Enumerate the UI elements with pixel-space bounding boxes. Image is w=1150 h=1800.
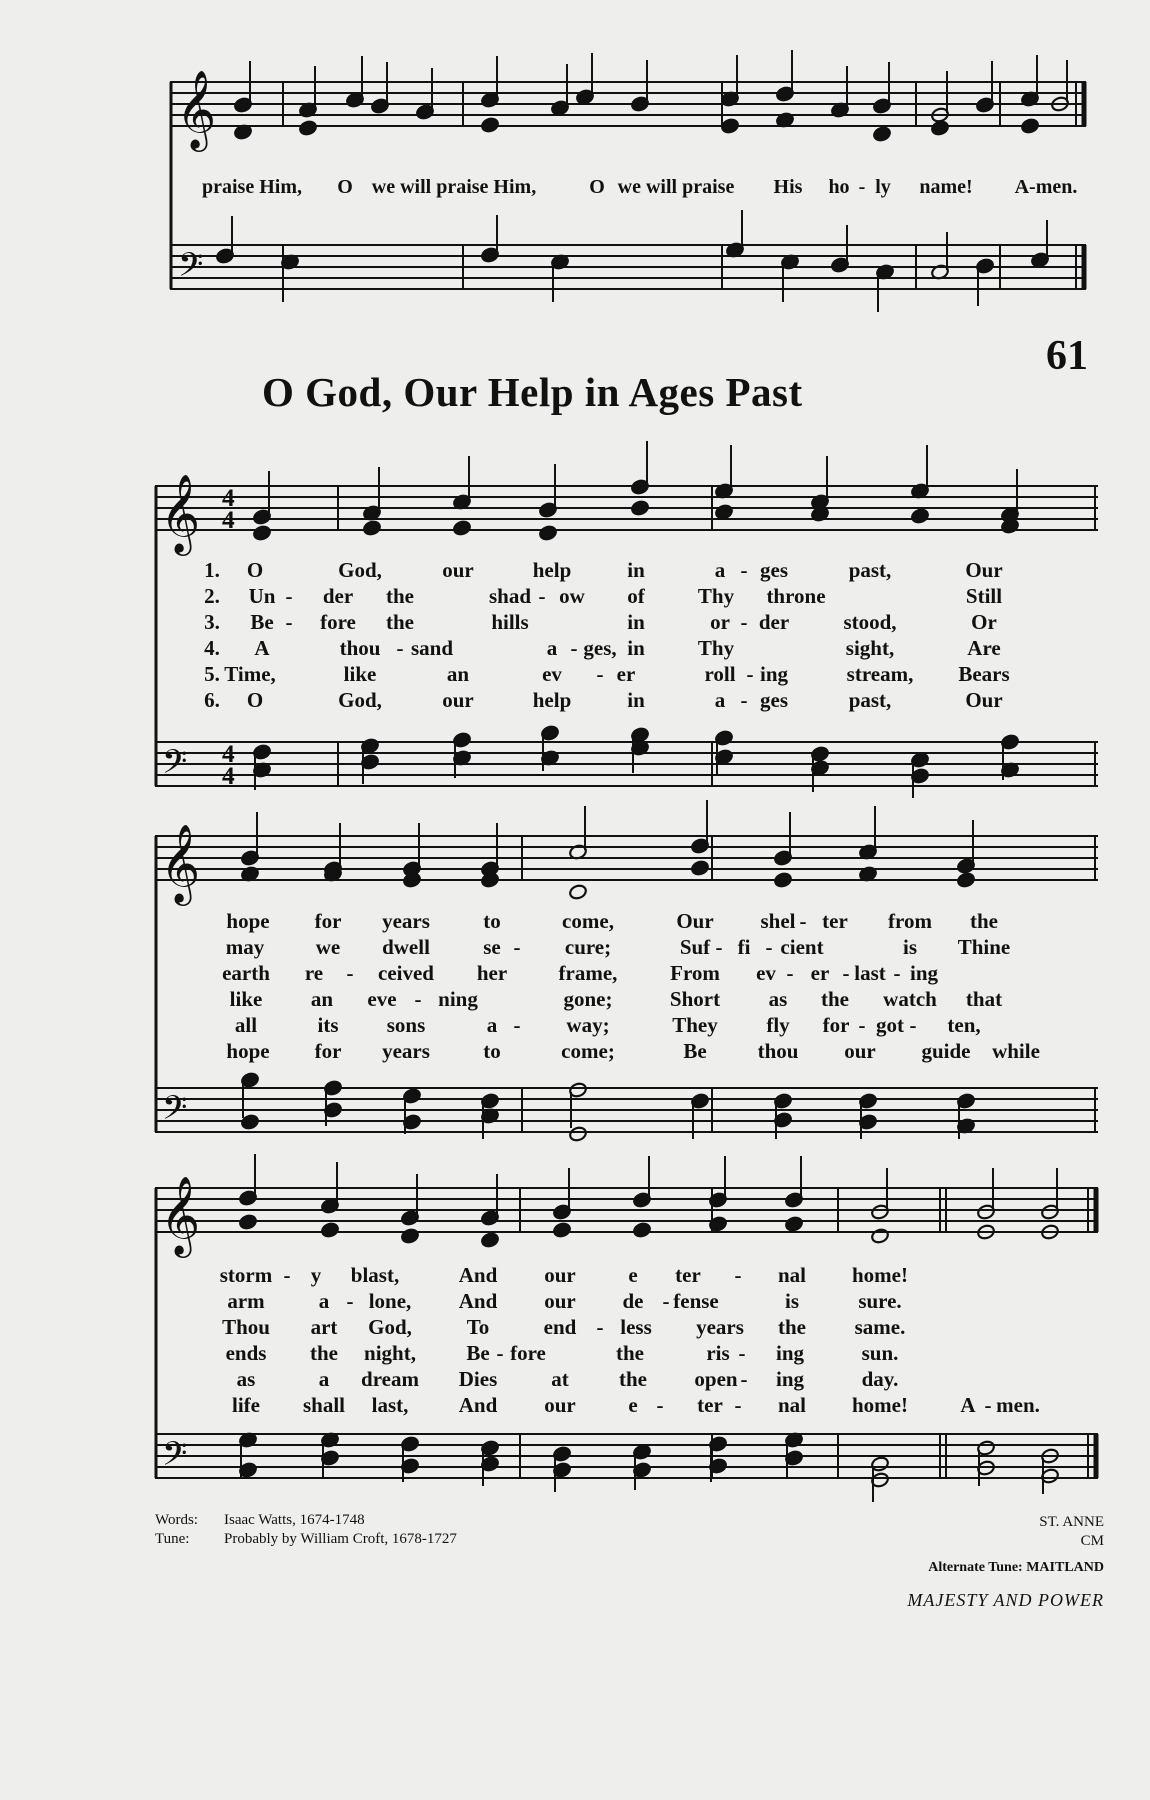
- verse-3-line1: [0, 610, 1150, 636]
- lyric: -: [596, 662, 604, 686]
- notehead: [910, 508, 929, 525]
- notehead: [452, 520, 471, 537]
- lyric: -: [570, 636, 578, 660]
- lyric: guide: [921, 1039, 971, 1063]
- lyric: fore: [510, 1341, 546, 1365]
- notehead: [568, 884, 587, 901]
- tune-composer: Probably by William Croft, 1678-1727: [224, 1531, 457, 1547]
- lyric: e: [628, 1393, 638, 1417]
- lyric: come,: [562, 909, 614, 933]
- words-label: Words:: [155, 1512, 198, 1528]
- notehead: [773, 872, 792, 889]
- notehead: [930, 120, 949, 137]
- lyric: Thy: [697, 584, 735, 608]
- lyric: -: [799, 909, 807, 933]
- bass-clef: 𝄢: [162, 1089, 188, 1135]
- lyric: ing: [775, 1367, 805, 1391]
- verse-4-line2: [0, 987, 1150, 1013]
- lyric: -: [858, 176, 866, 198]
- lyric: God,: [338, 558, 382, 582]
- lyric: ges,: [583, 636, 617, 660]
- lyric: -: [842, 961, 850, 985]
- lyric: gone;: [563, 987, 613, 1011]
- lyric: shel: [760, 909, 796, 933]
- lyric: day.: [861, 1367, 899, 1391]
- notehead: [956, 872, 975, 889]
- notehead: [362, 520, 381, 537]
- verse-4-line3: [0, 1341, 1150, 1367]
- time-signature-bottom: 4: [222, 762, 235, 790]
- lyric: got: [876, 1013, 904, 1037]
- lyric: Thy: [697, 636, 735, 660]
- lyric: last: [854, 961, 886, 985]
- lyric: blast,: [350, 1263, 400, 1287]
- lyric: may: [225, 935, 265, 959]
- lyric: O: [246, 688, 264, 712]
- notehead: [630, 500, 649, 517]
- lyric: der: [322, 584, 354, 608]
- lyric: And: [458, 1289, 498, 1313]
- lyric: ris: [706, 1341, 730, 1365]
- time-signature-top: 4: [222, 484, 235, 512]
- lyric: throne: [766, 584, 826, 608]
- lyric: 1.: [204, 558, 220, 582]
- lyric: like: [343, 662, 377, 686]
- bass-clef: 𝄢: [162, 1435, 188, 1481]
- bass-clef: 𝄢: [178, 246, 204, 292]
- lyric: ten,: [947, 1013, 981, 1037]
- lyric: Thine: [957, 935, 1011, 959]
- lyric: the: [821, 987, 849, 1011]
- verse-5-line3: [0, 1367, 1150, 1393]
- lyric: storm: [219, 1263, 273, 1287]
- credits: [0, 1512, 1150, 1552]
- lyric: -: [656, 1393, 664, 1417]
- lyric: nal: [777, 1393, 807, 1417]
- lyric: -: [765, 935, 773, 959]
- lyric: Un: [248, 584, 276, 608]
- lyric: der: [758, 610, 790, 634]
- lyric: hope: [226, 909, 270, 933]
- lyric: or: [710, 610, 730, 634]
- verse-6-line3: [0, 1393, 1150, 1419]
- lyric: a: [486, 1013, 498, 1037]
- lyric: e: [628, 1263, 638, 1287]
- lyric: fense: [673, 1289, 719, 1313]
- lyric: -: [740, 610, 748, 634]
- lyric: last,: [371, 1393, 409, 1417]
- lyric: night,: [364, 1341, 416, 1365]
- lyric: in: [627, 558, 645, 582]
- lyric: ges: [760, 688, 788, 712]
- lyric: years: [382, 1039, 430, 1063]
- notehead: [298, 120, 317, 137]
- lyric: er: [616, 662, 636, 686]
- lyric: shall: [302, 1393, 346, 1417]
- lyric: -: [909, 1013, 917, 1037]
- lyric: -: [513, 1013, 521, 1037]
- lyric: cient: [780, 935, 824, 959]
- lyric: at: [551, 1367, 569, 1391]
- verse-4-line1: [0, 636, 1150, 662]
- treble-clef: 𝄞: [160, 474, 201, 553]
- verse-5-line2: [0, 1013, 1150, 1039]
- lyric: cure;: [564, 935, 612, 959]
- lyric: ter: [697, 1393, 723, 1417]
- verse-6-line2: [0, 1039, 1150, 1065]
- lyric: to: [483, 909, 501, 933]
- lyric: ow: [559, 584, 585, 608]
- lyric: its: [317, 1013, 339, 1037]
- lyric: men.: [996, 1393, 1040, 1417]
- notehead: [252, 525, 271, 542]
- lyric: ev: [756, 961, 776, 985]
- notehead: [320, 1222, 339, 1239]
- lyric: O: [246, 558, 264, 582]
- lyric: our: [544, 1393, 576, 1417]
- lyric: stream,: [846, 662, 914, 686]
- previous-hymn-lyrics: [0, 176, 1150, 206]
- lyric: ho: [828, 176, 850, 198]
- time-signature-top: 4: [222, 740, 235, 768]
- lyric: 6.: [204, 688, 220, 712]
- lyric: God,: [338, 688, 382, 712]
- lyric: re: [304, 961, 324, 985]
- lyric: Are: [967, 636, 1001, 660]
- lyric: in: [627, 610, 645, 634]
- lyric: -: [285, 584, 293, 608]
- lyric: ges: [760, 558, 788, 582]
- meter: CM: [1080, 1533, 1104, 1549]
- lyric: -: [734, 1393, 742, 1417]
- lyric: an: [446, 662, 470, 686]
- notehead: [552, 1222, 571, 1239]
- lyric: the: [310, 1341, 338, 1365]
- notehead: [400, 1228, 419, 1245]
- lyric: A-men.: [1014, 176, 1078, 198]
- lyric: is: [784, 1289, 800, 1313]
- lyric: while: [992, 1039, 1040, 1063]
- lyric: -: [858, 1013, 866, 1037]
- lyric: fore: [320, 610, 356, 634]
- lyric: Be: [250, 610, 274, 634]
- lyric: way;: [566, 1013, 610, 1037]
- treble-clef: 𝄞: [160, 1176, 201, 1255]
- lyric: They: [672, 1013, 718, 1037]
- lyric: our: [544, 1289, 576, 1313]
- notehead: [690, 860, 709, 877]
- lyric: -: [496, 1341, 504, 1365]
- lyric: Time,: [224, 662, 276, 686]
- lyric: the: [616, 1341, 644, 1365]
- lyric: -: [596, 1315, 604, 1339]
- lyric: thou: [757, 1039, 799, 1063]
- lyric: hope: [226, 1039, 270, 1063]
- lyric: dwell: [382, 935, 430, 959]
- lyric: shad: [488, 584, 532, 608]
- treble-clef: 𝄞: [176, 70, 217, 149]
- lyric: ing: [909, 961, 939, 985]
- lyric: -: [346, 1289, 354, 1313]
- lyric: past,: [848, 558, 892, 582]
- notehead: [538, 525, 557, 542]
- lyric: home!: [852, 1263, 908, 1287]
- lyric: we will praise: [617, 176, 735, 198]
- lyric: ev: [542, 662, 562, 686]
- lyric: a: [318, 1289, 330, 1313]
- lyric: -: [984, 1393, 992, 1417]
- lyric: thou: [339, 636, 381, 660]
- notehead: [870, 1228, 889, 1245]
- verse-6-line1: [0, 688, 1150, 714]
- lyric: past,: [848, 688, 892, 712]
- lyric: we: [315, 935, 341, 959]
- lyric: is: [902, 935, 918, 959]
- lyric: -: [396, 636, 404, 660]
- lyric: help: [532, 558, 572, 582]
- lyric: ly: [875, 176, 891, 198]
- lyric: help: [532, 688, 572, 712]
- lyric: -: [283, 1263, 291, 1287]
- lyric: all: [234, 1013, 258, 1037]
- notehead: [480, 117, 499, 134]
- lyric: arm: [227, 1289, 265, 1313]
- lyric: an: [310, 987, 334, 1011]
- lyric: a: [714, 688, 726, 712]
- lyric: Our: [965, 688, 1003, 712]
- lyric: hills: [491, 610, 529, 634]
- notehead: [632, 1222, 651, 1239]
- lyric: watch: [883, 987, 937, 1011]
- lyric: the: [778, 1315, 806, 1339]
- lyric: O: [337, 176, 353, 198]
- lyric: we will praise Him,: [371, 176, 537, 198]
- lyric: open: [694, 1367, 738, 1391]
- hymn-number: 61: [1046, 333, 1088, 379]
- lyric: And: [458, 1263, 498, 1287]
- lyric: -: [740, 558, 748, 582]
- lyric: -: [285, 610, 293, 634]
- lyric: our: [544, 1263, 576, 1287]
- tune-label: Tune:: [155, 1531, 190, 1547]
- bass-clef: 𝄢: [162, 743, 188, 789]
- lyric: as: [236, 1367, 256, 1391]
- lyric: 3.: [204, 610, 220, 634]
- lyric: years: [382, 909, 430, 933]
- lyric: frame,: [558, 961, 618, 985]
- lyric: O: [589, 176, 605, 198]
- lyric: sight,: [845, 636, 895, 660]
- lyric: ing: [775, 1341, 805, 1365]
- lyric: sand: [410, 636, 454, 660]
- lyric: fi: [737, 935, 751, 959]
- lyric: ter: [675, 1263, 701, 1287]
- notehead: [1020, 118, 1039, 135]
- notehead: [714, 504, 733, 521]
- lyric: sons: [386, 1013, 426, 1037]
- lyric: that: [965, 987, 1003, 1011]
- lyric: art: [310, 1315, 338, 1339]
- lyric: eve: [367, 987, 397, 1011]
- lyric: same.: [854, 1315, 906, 1339]
- verse-3-line2: [0, 961, 1150, 987]
- lyric: er: [810, 961, 830, 985]
- lyric: like: [229, 987, 263, 1011]
- notehead: [872, 126, 891, 143]
- lyric: A: [254, 636, 270, 660]
- verse-5-line1: [0, 662, 1150, 688]
- lyric: -: [746, 662, 754, 686]
- lyric: dream: [361, 1367, 419, 1391]
- lyric: sun.: [861, 1341, 899, 1365]
- lyric: our: [442, 688, 474, 712]
- tune-name: ST. ANNE: [1039, 1514, 1104, 1530]
- lyric: Be: [683, 1039, 707, 1063]
- verse-2-line3: [0, 1289, 1150, 1315]
- lyric: y: [310, 1263, 322, 1287]
- lyric: to: [483, 1039, 501, 1063]
- lyric: ing: [759, 662, 789, 686]
- verse-2-line1: [0, 584, 1150, 610]
- lyric: -: [740, 688, 748, 712]
- lyric: of: [627, 584, 645, 608]
- verse-2-line2: [0, 935, 1150, 961]
- lyric: -: [715, 935, 723, 959]
- lyric: Thou: [222, 1315, 270, 1339]
- lyric: nal: [777, 1263, 807, 1287]
- notehead: [784, 1216, 803, 1233]
- lyric: praise Him,: [202, 176, 302, 198]
- lyric: God,: [368, 1315, 412, 1339]
- treble-clef: 𝄞: [160, 824, 201, 903]
- lyric: life: [232, 1393, 260, 1417]
- lyric: ning: [438, 987, 478, 1011]
- verse-1-line3: [0, 1263, 1150, 1289]
- lyric: -: [538, 584, 546, 608]
- lyric: the: [386, 610, 414, 634]
- lyric: less: [620, 1315, 652, 1339]
- lyric: for: [314, 909, 342, 933]
- lyric: -: [738, 1341, 746, 1365]
- lyric: Our: [965, 558, 1003, 582]
- lyric: fly: [766, 1013, 790, 1037]
- notehead: [720, 118, 739, 135]
- lyric: end: [543, 1315, 577, 1339]
- lyric: our: [844, 1039, 876, 1063]
- lyric: as: [768, 987, 788, 1011]
- lyric: ter: [822, 909, 848, 933]
- lyric: Or: [971, 610, 997, 634]
- lyric: 5.: [204, 662, 220, 686]
- lyric: -: [513, 935, 521, 959]
- topic-heading: MAJESTY AND POWER: [907, 1590, 1104, 1610]
- lyric: the: [386, 584, 414, 608]
- lyric: Suf: [679, 935, 711, 959]
- lyric: earth: [222, 961, 270, 985]
- notehead: [568, 1126, 587, 1143]
- lyric: stood,: [843, 610, 897, 634]
- lyric: roll: [704, 662, 736, 686]
- lyric: Our: [676, 909, 714, 933]
- lyric: A: [960, 1393, 976, 1417]
- lyric: de: [622, 1289, 644, 1313]
- lyric: the: [619, 1367, 647, 1391]
- lyric: name!: [919, 176, 973, 198]
- notehead: [238, 1214, 257, 1231]
- lyric: years: [696, 1315, 744, 1339]
- lyric: home!: [852, 1393, 908, 1417]
- notehead: [480, 1232, 499, 1249]
- lyric: a: [546, 636, 558, 660]
- lyric: His: [773, 176, 803, 198]
- lyric: Still: [965, 584, 1003, 608]
- verse-3-line3: [0, 1315, 1150, 1341]
- lyric: -: [414, 987, 422, 1011]
- lyric: -: [662, 1289, 670, 1313]
- lyric: Dies: [458, 1367, 498, 1391]
- lyric: her: [476, 961, 508, 985]
- lyric: come;: [561, 1039, 615, 1063]
- alternate-tune: Alternate Tune: MAITLAND: [928, 1560, 1104, 1575]
- lyric: for: [314, 1039, 342, 1063]
- lyric: lone,: [368, 1289, 412, 1313]
- lyric: 4.: [204, 636, 220, 660]
- verse-1-line1: [0, 558, 1150, 584]
- lyric: in: [627, 636, 645, 660]
- hymn-title: O God, Our Help in Ages Past: [262, 369, 803, 415]
- verse-1-line2: [0, 909, 1150, 935]
- lyric: And: [458, 1393, 498, 1417]
- lyric: the: [970, 909, 998, 933]
- lyric: sure.: [858, 1289, 902, 1313]
- lyric: ends: [225, 1341, 267, 1365]
- lyric: 2.: [204, 584, 220, 608]
- lyric: -: [893, 961, 901, 985]
- lyric: in: [627, 688, 645, 712]
- lyric: a: [318, 1367, 330, 1391]
- lyric: ceived: [378, 961, 434, 985]
- lyric: -: [740, 1367, 748, 1391]
- lyric: our: [442, 558, 474, 582]
- lyric: -: [346, 961, 354, 985]
- lyric: Short: [669, 987, 721, 1011]
- lyric: se: [483, 935, 501, 959]
- lyric: From: [670, 961, 720, 985]
- words-author: Isaac Watts, 1674-1748: [224, 1512, 365, 1528]
- lyric: Be: [466, 1341, 490, 1365]
- lyric: -: [734, 1263, 742, 1287]
- lyric: for: [822, 1013, 850, 1037]
- lyric: Bears: [958, 662, 1010, 686]
- time-signature-bottom: 4: [222, 506, 235, 534]
- lyric: To: [466, 1315, 490, 1339]
- lyric: from: [888, 909, 932, 933]
- lyric: -: [786, 961, 794, 985]
- lyric: a: [714, 558, 726, 582]
